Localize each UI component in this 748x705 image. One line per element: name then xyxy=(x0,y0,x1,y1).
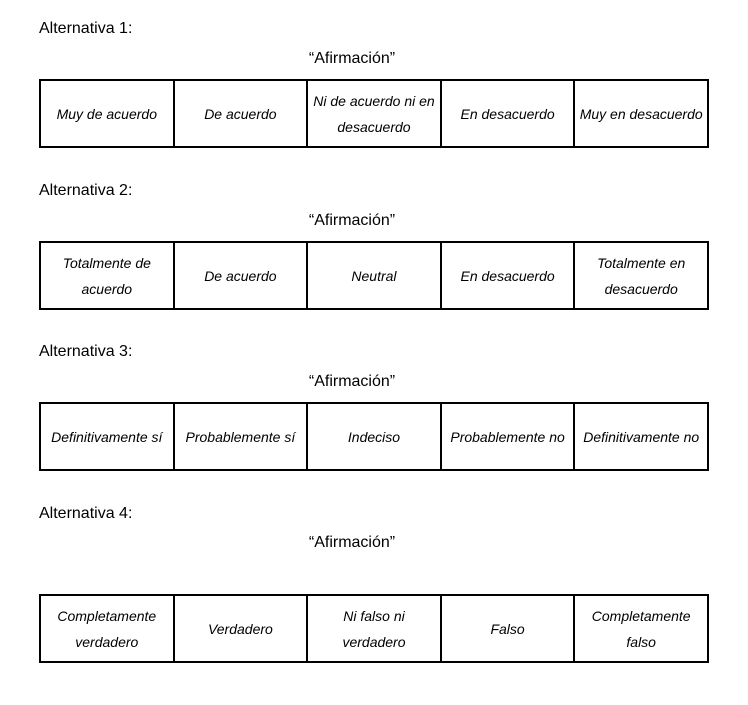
scale-row xyxy=(40,80,708,147)
scale-row xyxy=(40,403,708,470)
scale-option-3[interactable]: Neutral xyxy=(307,242,441,309)
alternative-3-scale xyxy=(39,402,709,471)
alternative-3-label: Alternativa 3: xyxy=(39,343,133,360)
alternative-2-scale xyxy=(39,241,709,310)
scale-option-1[interactable]: Definitivamente sí xyxy=(40,403,174,470)
scale-option-5[interactable]: Definitivamente no xyxy=(574,403,708,470)
scale-option-1[interactable]: Totalmente de acuerdo xyxy=(40,242,174,309)
scale-option-2[interactable]: De acuerdo xyxy=(174,80,308,147)
alternative-4-statement: “Afirmación” xyxy=(308,534,396,551)
scale-option-5[interactable]: Totalmente en desacuerdo xyxy=(574,242,708,309)
scale-option-5[interactable]: Muy en desacuerdo xyxy=(574,80,708,147)
alternative-4-scale xyxy=(39,594,709,663)
scale-row xyxy=(40,595,708,662)
scale-option-2[interactable]: Probablemente sí xyxy=(174,403,308,470)
scale-option-1[interactable]: Muy de acuerdo xyxy=(40,80,174,147)
alternative-3-statement: “Afirmación” xyxy=(308,373,396,390)
scale-option-2[interactable]: Verdadero xyxy=(174,595,308,662)
alternative-1-statement: “Afirmación” xyxy=(308,50,396,67)
alternative-4-label: Alternativa 4: xyxy=(39,505,133,522)
scale-option-3[interactable]: Ni de acuerdo ni en desacuerdo xyxy=(307,80,441,147)
scale-option-2[interactable]: De acuerdo xyxy=(174,242,308,309)
scale-option-4[interactable]: Probablemente no xyxy=(441,403,575,470)
scale-option-1[interactable]: Completamente verdadero xyxy=(40,595,174,662)
scale-option-4[interactable]: Falso xyxy=(441,595,575,662)
scale-option-4[interactable]: En desacuerdo xyxy=(441,242,575,309)
alternative-1-scale xyxy=(39,79,709,148)
alternative-1-label: Alternativa 1: xyxy=(39,20,133,37)
scale-option-3[interactable]: Indeciso xyxy=(307,403,441,470)
alternative-2-statement: “Afirmación” xyxy=(308,212,396,229)
alternative-2-label: Alternativa 2: xyxy=(39,182,133,199)
scale-option-3[interactable]: Ni falso ni verdadero xyxy=(307,595,441,662)
scale-option-4[interactable]: En desacuerdo xyxy=(441,80,575,147)
scale-option-5[interactable]: Completamente falso xyxy=(574,595,708,662)
scale-row xyxy=(40,242,708,309)
